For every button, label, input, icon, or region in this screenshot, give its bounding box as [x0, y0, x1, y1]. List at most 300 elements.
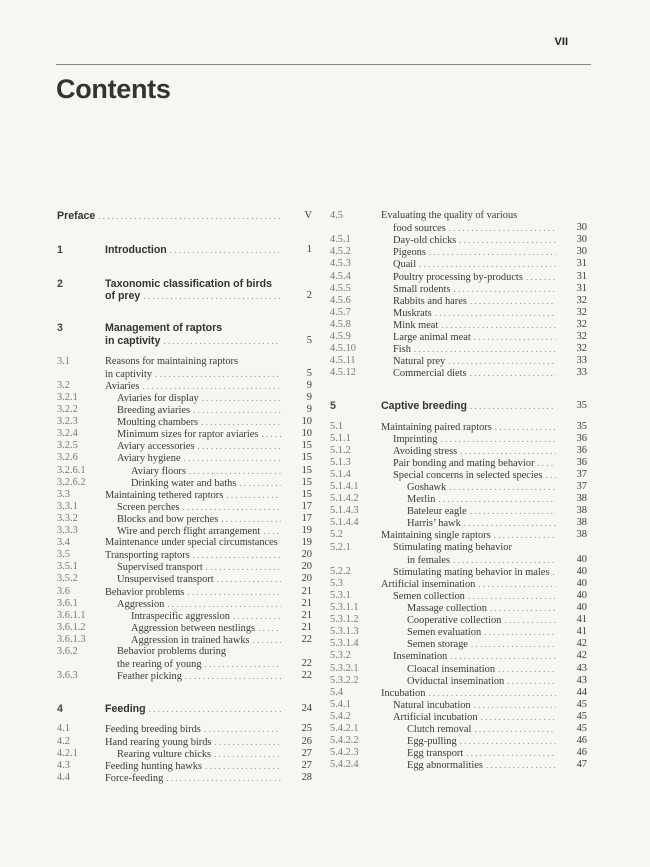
- page-ref: 43: [576, 674, 587, 686]
- toc-entry-row[interactable]: [330, 614, 587, 626]
- toc-entry-row[interactable]: [330, 234, 587, 246]
- toc-entry-row[interactable]: [330, 319, 587, 331]
- dot-leader: [478, 578, 556, 590]
- section-number: 4.2: [57, 735, 70, 747]
- section-number: 3.6.1.3: [57, 633, 86, 645]
- toc-entry-row[interactable]: [57, 549, 312, 561]
- page-ref: 42: [576, 650, 587, 662]
- dot-leader: [504, 614, 556, 626]
- section-title: Aviary floors: [131, 465, 186, 477]
- section-title: Pigeons: [393, 247, 426, 259]
- toc-entry-row[interactable]: [57, 416, 312, 428]
- toc-entry-row[interactable]: [57, 428, 312, 440]
- section-number: 4.4: [57, 771, 70, 783]
- toc-entry-row[interactable]: [330, 517, 587, 529]
- dot-leader: [448, 355, 556, 367]
- page-ref: 1: [306, 244, 312, 256]
- toc-entry-row[interactable]: [330, 343, 587, 355]
- dot-leader: [202, 392, 281, 404]
- page-ref: 21: [301, 609, 312, 621]
- section-title: Aviaries for display: [117, 392, 199, 404]
- toc-entry-row[interactable]: [330, 307, 587, 319]
- dot-leader: [205, 760, 281, 772]
- toc-entry-row[interactable]: [57, 736, 312, 748]
- section-title: Natural incubation: [393, 699, 471, 711]
- page-ref: 15: [301, 440, 312, 452]
- toc-entry-row[interactable]: [330, 210, 587, 222]
- section-number: 5.4.2: [330, 710, 351, 722]
- section-number: 3.2.1: [57, 391, 78, 403]
- section-number: 5.1.3: [330, 456, 351, 468]
- section-title: Avoiding stress: [393, 445, 458, 457]
- dot-leader: [474, 699, 556, 711]
- toc-entry-row[interactable]: [57, 380, 312, 392]
- section-number: 5.3.2: [330, 650, 351, 662]
- section-title: Behavior problems during: [117, 646, 227, 657]
- page-ref: 22: [301, 658, 312, 670]
- dot-leader: [545, 469, 556, 481]
- dot-leader: [507, 675, 556, 687]
- section-number: 5.1.4.1: [330, 481, 359, 492]
- toc-entry-row[interactable]: [57, 598, 312, 610]
- section-number: 3.6.1: [57, 597, 78, 609]
- page-ref: 31: [576, 282, 587, 294]
- toc-chapter-row[interactable]: [57, 210, 312, 222]
- section-title: Force-feeding: [105, 772, 164, 784]
- dot-leader: [494, 529, 556, 541]
- toc-entry-row[interactable]: [57, 658, 312, 670]
- page-ref: 9: [306, 391, 312, 403]
- toc-chapter-row[interactable]: [57, 322, 312, 334]
- section-title: food sources: [393, 223, 446, 235]
- section-number: 4.5.11: [330, 355, 356, 367]
- page-ref: 46: [576, 735, 587, 747]
- section-number: 5.4.2.3: [330, 747, 359, 759]
- section-number: 5.1: [330, 420, 343, 432]
- toc-entry-row[interactable]: [330, 222, 587, 234]
- toc-entry-row[interactable]: [330, 735, 587, 747]
- section-number: 3.2.6: [57, 452, 78, 464]
- page-ref: 10: [301, 416, 312, 428]
- section-title: Commercial diets: [393, 368, 467, 380]
- toc-entry-row[interactable]: [57, 634, 312, 646]
- section-title: Cloacal insemination: [407, 663, 496, 675]
- section-title: Oviductal insemination: [407, 675, 505, 687]
- toc-entry-row[interactable]: [57, 525, 312, 537]
- toc-entry-row[interactable]: [330, 505, 587, 517]
- dot-leader: [435, 307, 556, 319]
- section-number: 4.5.9: [330, 331, 351, 342]
- toc-entry-row[interactable]: [330, 295, 587, 307]
- toc-entry-row[interactable]: [57, 356, 312, 368]
- section-number: 5.1.4: [330, 468, 351, 480]
- section-number: 3.2: [57, 379, 70, 391]
- page-ref: 38: [576, 505, 587, 517]
- section-number: 3.2.5: [57, 440, 78, 452]
- page-ref: 15: [301, 452, 312, 464]
- dot-leader: [449, 481, 556, 493]
- toc-entry-row[interactable]: [330, 566, 587, 578]
- dot-leader: [441, 319, 556, 331]
- section-title: Harris’ hawk: [407, 518, 461, 530]
- dot-leader: [484, 626, 556, 638]
- toc-entry-row[interactable]: [330, 578, 587, 590]
- toc-entry-row[interactable]: [57, 772, 312, 784]
- toc-entry-row[interactable]: [330, 747, 587, 759]
- section-title: Semen collection: [393, 590, 465, 602]
- section-title: Aggression between nestlings: [131, 622, 256, 634]
- section-number: 5: [330, 400, 336, 413]
- section-title: Evaluating the quality of various: [381, 210, 518, 221]
- page-ref: 43: [576, 662, 587, 674]
- page-ref: 47: [576, 759, 587, 771]
- section-number: 4.5.2: [330, 246, 351, 258]
- section-title: Hand rearing young birds: [105, 736, 212, 748]
- page-ref: 26: [301, 735, 312, 747]
- section-title: Artificial incubation: [393, 711, 478, 723]
- section-number: 1: [57, 244, 63, 257]
- section-number: 3.3.2: [57, 512, 78, 524]
- toc-chapter-row[interactable]: [330, 400, 587, 412]
- section-number: 3.5.1: [57, 561, 78, 573]
- dot-leader: [460, 735, 556, 747]
- page-ref: 38: [576, 493, 587, 505]
- section-title: Small rodents: [393, 283, 451, 295]
- section-number: 4.5.3: [330, 258, 351, 270]
- toc-entry-row[interactable]: [330, 331, 587, 343]
- page-ref: 40: [576, 589, 587, 601]
- section-title: Bateleur eagle: [407, 506, 467, 518]
- page-ref: 38: [576, 517, 587, 529]
- dot-leader: [453, 554, 556, 566]
- toc-entry-row[interactable]: [57, 465, 312, 477]
- page-ref: 10: [301, 428, 312, 440]
- section-title: Aviary hygiene: [117, 453, 181, 465]
- toc-entry-row[interactable]: [57, 748, 312, 760]
- page-ref: 36: [576, 444, 587, 456]
- toc-entry-row[interactable]: [57, 513, 312, 525]
- page-ref: 31: [576, 270, 587, 282]
- toc-chapter-row[interactable]: [57, 703, 312, 715]
- page-ref: 19: [301, 525, 312, 536]
- dot-leader: [486, 759, 556, 771]
- toc-entry-row[interactable]: [57, 452, 312, 464]
- section-number: 4.5.8: [330, 318, 351, 330]
- toc-entry-row[interactable]: [330, 246, 587, 258]
- page-ref: 28: [301, 771, 312, 783]
- page-ref: 31: [576, 258, 587, 270]
- dot-leader: [466, 747, 556, 759]
- page-ref: 20: [301, 549, 312, 561]
- toc-entry-row[interactable]: [330, 638, 587, 650]
- section-number: 3.2.6.2: [57, 476, 86, 488]
- toc-entry-row[interactable]: [57, 760, 312, 772]
- section-title: of prey: [105, 290, 141, 303]
- toc-chapter-row[interactable]: [57, 290, 312, 302]
- section-title: Reasons for maintaining raptors: [105, 355, 239, 367]
- page-title: Contents: [56, 74, 171, 104]
- toc-chapter-row[interactable]: [57, 244, 312, 256]
- dot-leader: [261, 428, 281, 440]
- page-ref: 36: [576, 432, 587, 444]
- dot-leader: [470, 505, 556, 517]
- section-title: Management of raptors: [105, 322, 223, 335]
- section-number: 5.3.2.1: [330, 662, 359, 674]
- toc-entry-row[interactable]: [330, 445, 587, 457]
- dot-leader: [498, 663, 556, 675]
- section-title: Egg transport: [407, 748, 464, 760]
- toc-entry-row[interactable]: [57, 477, 312, 489]
- toc-entry-row[interactable]: [57, 368, 312, 380]
- section-title: Wire and perch flight arrangement: [117, 526, 261, 537]
- section-number: 3.2.6.1: [57, 464, 86, 476]
- section-number: 5.4: [330, 686, 343, 698]
- dot-leader: [470, 400, 556, 412]
- dot-leader: [233, 610, 281, 622]
- section-title: Quail: [393, 259, 417, 271]
- toc-entry-row[interactable]: [330, 554, 587, 566]
- section-number: 3.4: [57, 537, 70, 549]
- dot-leader: [204, 723, 281, 735]
- toc-entry-row[interactable]: [330, 481, 587, 493]
- dot-leader: [453, 283, 556, 295]
- toc-chapter-row[interactable]: [57, 335, 312, 347]
- section-title: Maintaining single raptors: [381, 530, 491, 542]
- page-ref: 21: [301, 585, 312, 597]
- section-number: 5.3: [330, 577, 343, 589]
- page-ref: 41: [576, 614, 587, 626]
- section-number: 3.5: [57, 549, 70, 561]
- page-ref: 37: [576, 481, 587, 492]
- toc-entry-row[interactable]: [330, 687, 587, 699]
- page-ref: 33: [576, 367, 587, 379]
- dot-leader: [155, 368, 281, 380]
- section-title: Screen perches: [117, 501, 180, 513]
- section-number: 5.1.4.3: [330, 505, 359, 517]
- section-title: Blocks and bow perches: [117, 513, 219, 525]
- section-number: 5.2.2: [330, 565, 351, 577]
- toc-entry-row[interactable]: [330, 493, 587, 505]
- dot-leader: [481, 711, 556, 723]
- toc-entry-row[interactable]: [57, 573, 312, 585]
- page-ref: 33: [576, 355, 587, 367]
- toc-entry-row[interactable]: [330, 433, 587, 445]
- page-ref: 15: [301, 464, 312, 476]
- toc-entry-row[interactable]: [330, 723, 587, 735]
- toc-entry-row[interactable]: [330, 626, 587, 638]
- section-title: Supervised transport: [117, 562, 203, 574]
- toc-entry-row[interactable]: [330, 457, 587, 469]
- toc-entry-row[interactable]: [330, 711, 587, 723]
- dot-leader: [187, 586, 281, 598]
- page-ref: 5: [306, 334, 312, 346]
- toc-entry-row[interactable]: [330, 759, 587, 771]
- toc-entry-row[interactable]: [330, 355, 587, 367]
- dot-leader: [166, 772, 281, 784]
- section-number: 3.6: [57, 585, 70, 597]
- dot-leader: [142, 380, 281, 392]
- section-title: Rabbits and hares: [393, 295, 467, 307]
- dot-leader: [490, 602, 556, 614]
- dot-leader: [185, 670, 281, 682]
- page-ref: 32: [576, 318, 587, 330]
- page-ref: 17: [301, 512, 312, 524]
- page-ref: 32: [576, 306, 587, 318]
- dot-leader: [429, 246, 556, 258]
- section-number: 4.5.5: [330, 282, 351, 294]
- toc-chapter-row[interactable]: [57, 278, 312, 290]
- section-number: 3.2.3: [57, 416, 78, 428]
- section-title: Introduction: [105, 244, 167, 257]
- toc-entry-row[interactable]: [330, 469, 587, 481]
- toc-entry-row[interactable]: [330, 699, 587, 711]
- section-title: Egg-pulling: [407, 736, 457, 748]
- dot-leader: [253, 634, 281, 646]
- section-title: Taxonomic classification of birds: [105, 278, 272, 291]
- page-ref: 40: [576, 577, 587, 589]
- dot-leader: [214, 748, 281, 760]
- toc-entry-row[interactable]: [57, 561, 312, 573]
- toc-entry-row[interactable]: [330, 663, 587, 675]
- section-title: Cooperative collection: [407, 615, 502, 627]
- section-title: the rearing of young: [117, 659, 202, 671]
- dot-leader: [189, 465, 281, 477]
- section-number: 5.4.2.4: [330, 759, 359, 771]
- toc-entry-row[interactable]: [330, 542, 587, 554]
- section-title: Preface: [57, 210, 96, 222]
- section-title: Insemination: [393, 651, 448, 663]
- page-ref: 36: [576, 456, 587, 468]
- section-title: Feeding breeding birds: [105, 724, 201, 736]
- toc-entry-row[interactable]: [330, 590, 587, 602]
- dot-leader: [470, 367, 556, 379]
- toc-entry-row[interactable]: [57, 586, 312, 598]
- dot-leader: [167, 598, 281, 610]
- section-title: Imprinting: [393, 433, 438, 445]
- toc-entry-row[interactable]: [57, 670, 312, 682]
- page-ref: 37: [576, 468, 587, 480]
- section-title: Incubation: [381, 687, 426, 699]
- page-ref: 9: [306, 379, 312, 391]
- section-title: Aggression: [117, 598, 165, 610]
- toc-entry-row[interactable]: [57, 501, 312, 513]
- section-number: 3.3.3: [57, 525, 78, 536]
- toc-entry-row[interactable]: [330, 283, 587, 295]
- section-number: 5.4.2.1: [330, 723, 359, 734]
- dot-leader: [183, 501, 281, 513]
- toc-entry-row[interactable]: [330, 529, 587, 541]
- section-number: 5.3.1.2: [330, 614, 359, 626]
- dot-leader: [201, 416, 281, 428]
- section-number: 5.1.4.2: [330, 493, 359, 505]
- toc-entry-row[interactable]: [330, 421, 587, 433]
- page-ref: 24: [301, 703, 312, 715]
- section-number: 4.5.7: [330, 306, 351, 318]
- section-title: Fish: [393, 344, 411, 356]
- toc-entry-row[interactable]: [57, 610, 312, 622]
- page-ref: 32: [576, 294, 587, 306]
- section-title: Aggression in trained hawks: [131, 634, 250, 646]
- toc-entry-row[interactable]: [57, 646, 312, 658]
- section-title: Transporting raptors: [105, 550, 190, 562]
- section-number: 5.3.1.3: [330, 626, 359, 638]
- dot-leader: [468, 590, 556, 602]
- section-number: 4.2.1: [57, 747, 78, 759]
- toc-entry-row[interactable]: [57, 622, 312, 634]
- section-number: 5.3.1.1: [330, 602, 359, 613]
- section-number: 4.5.4: [330, 270, 351, 282]
- section-number: 3.6.1.1: [57, 609, 86, 621]
- toc-entry-row[interactable]: [330, 367, 587, 379]
- section-title: Aviary accessories: [117, 441, 195, 453]
- toc-entry-row[interactable]: [330, 675, 587, 687]
- dot-leader: [184, 452, 281, 464]
- toc-entry-row[interactable]: [57, 404, 312, 416]
- section-number: 4.5.6: [330, 294, 351, 306]
- toc-entry-row[interactable]: [330, 271, 587, 283]
- section-title: Stimulating mating behavior: [393, 541, 512, 553]
- section-number: 3.3.1: [57, 500, 78, 512]
- section-title: Maintaining tethered raptors: [105, 489, 224, 501]
- section-title: Special concerns in selected species: [393, 469, 543, 481]
- section-title: Feeding: [105, 703, 146, 716]
- page-ref: 45: [576, 710, 587, 722]
- section-title: Behavior problems: [105, 586, 185, 598]
- dot-leader: [449, 222, 556, 234]
- toc-entry-row[interactable]: [57, 392, 312, 404]
- toc-entry-row[interactable]: [57, 537, 312, 549]
- section-title: Drinking water and baths: [131, 477, 237, 489]
- page-ref: 17: [301, 500, 312, 512]
- page-ref: 38: [576, 529, 587, 541]
- section-number: 3.6.3: [57, 670, 78, 682]
- section-title: Maintenance under special circumstances: [105, 537, 278, 549]
- section-number: 5.2: [330, 529, 343, 541]
- toc-entry-row[interactable]: [330, 258, 587, 270]
- page-ref: 32: [576, 331, 587, 342]
- section-number: 4.5.10: [330, 343, 356, 355]
- page-ref: 35: [576, 400, 587, 412]
- header-rule: [56, 64, 591, 65]
- section-title: Intraspecific aggression: [131, 610, 230, 622]
- toc-entry-row[interactable]: [57, 440, 312, 452]
- page-ref: 27: [301, 759, 312, 771]
- page-ref: 2: [306, 290, 312, 302]
- section-number: 4.3: [57, 759, 70, 771]
- section-title: Massage collection: [407, 603, 487, 614]
- dot-leader: [206, 561, 281, 573]
- section-number: 3.2.2: [57, 404, 78, 415]
- section-title: Mink meat: [393, 319, 439, 331]
- section-number: 3: [57, 322, 63, 335]
- dot-leader: [537, 457, 556, 469]
- toc-entry-row[interactable]: [57, 723, 312, 735]
- section-number: 4.5.12: [330, 367, 356, 379]
- section-number: 5.2.1: [330, 541, 351, 553]
- toc-entry-row[interactable]: [330, 650, 587, 662]
- section-title: Semen storage: [407, 639, 468, 651]
- page-ref: 22: [301, 633, 312, 645]
- dot-leader: [197, 440, 281, 452]
- section-title: Artificial insemination: [381, 578, 476, 590]
- section-title: Stimulating mating behavior in males: [393, 566, 550, 578]
- dot-leader: [495, 421, 556, 433]
- page-ref: 20: [301, 573, 312, 585]
- section-number: 5.1.1: [330, 432, 351, 444]
- section-title: Rearing vulture chicks: [117, 748, 212, 760]
- toc-entry-row[interactable]: [330, 602, 587, 614]
- toc-entry-row[interactable]: [57, 489, 312, 501]
